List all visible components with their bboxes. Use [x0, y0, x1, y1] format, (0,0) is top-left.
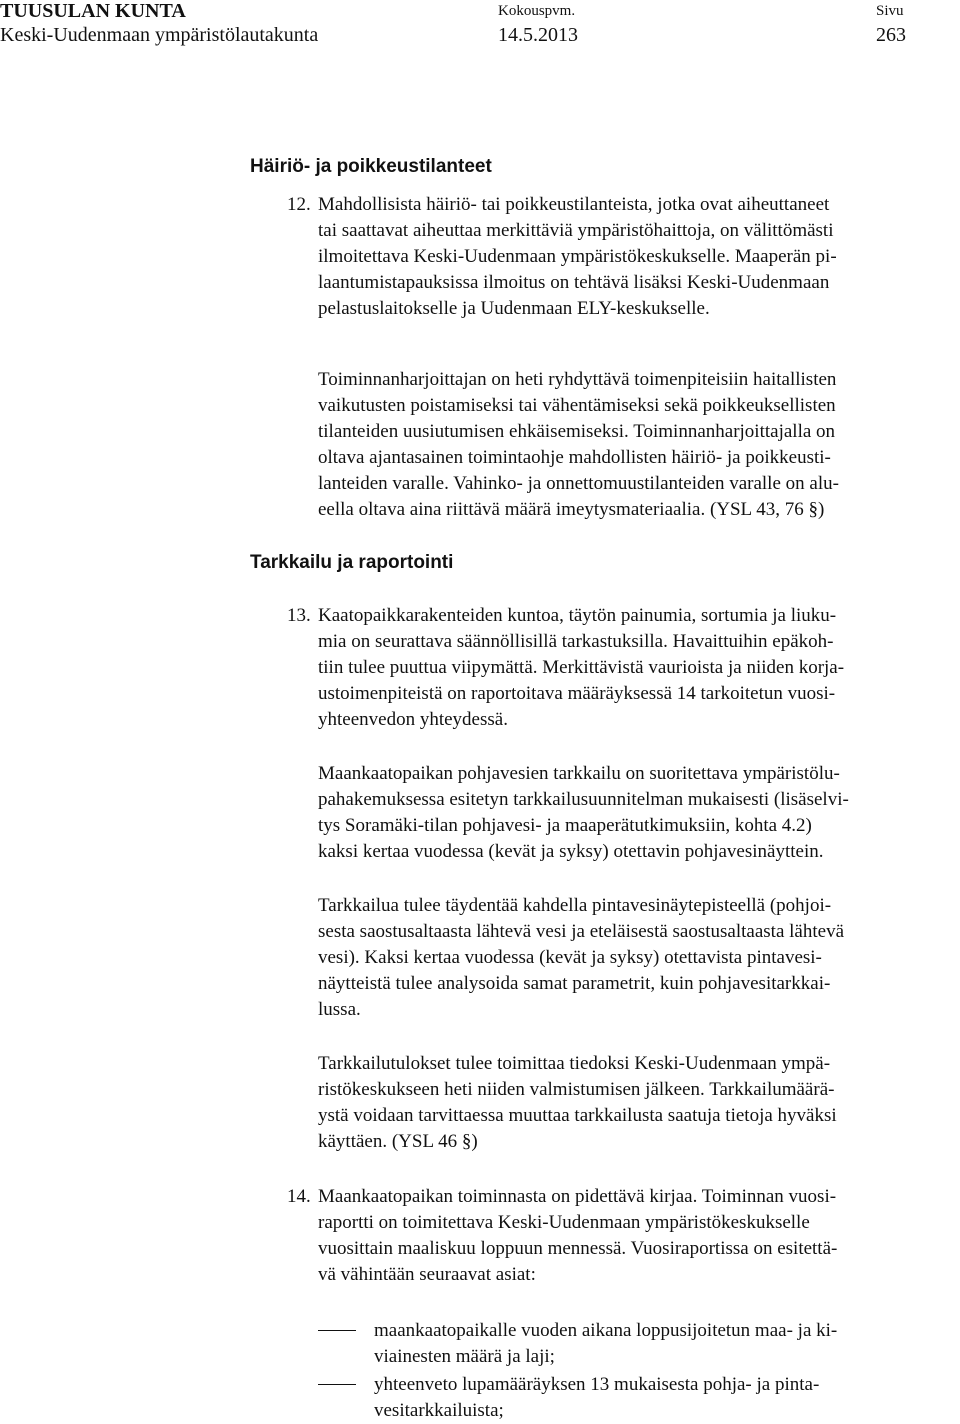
page-label: Sivu [876, 3, 904, 19]
text-line: vä vähintään seuraavat asiat: [318, 1264, 536, 1285]
dash-bullet-icon [318, 1330, 356, 1331]
text-line: vesi). Kaksi kertaa vuodessa (kevät ja syksy) otettavista pintavesi- [318, 947, 822, 968]
text-line: Toiminnanharjoittajan on heti ryhdyttävä toimenpiteisiin haitallisten [318, 369, 837, 390]
text-line: lanteiden varalle. Vahinko- ja onnettomuustilanteiden varalle on alu- [318, 473, 839, 494]
text-line: Maankaatopaikan toiminnasta on pidettävä kirjaa. Toiminnan vuosi- [318, 1186, 837, 1207]
text-line: laantumistapauksissa ilmoitus on tehtävä lisäksi Keski-Uudenmaan [318, 272, 830, 293]
meeting-date: 14.5.2013 [498, 24, 578, 46]
text-line: pahakemuksessa esitetyn tarkkailusuunnitelman mukaisesti (lisäselvi- [318, 789, 849, 810]
paragraph-12 [318, 192, 956, 322]
paragraph-13-groundwater [318, 761, 956, 865]
text-line: mia on seurattava säännöllisillä tarkastuksilla. Havaittuihin epäkoh- [318, 631, 834, 652]
text-line: Tarkkailua tulee täydentää kahdella pintavesinäytepisteellä (pohjoi- [318, 895, 832, 916]
text-line: raportti on toimitettava Keski-Uudenmaan ympäristökeskukselle [318, 1212, 810, 1233]
text-line: vaikutusten poistamiseksi tai vähentämiseksi sekä poikkeuksellisten [318, 395, 836, 416]
page-header [0, 0, 960, 60]
text-line: tiin tulee puuttua viipymättä. Merkittävistä vaurioista ja niiden korja- [318, 657, 845, 678]
text-line: lussa. [318, 999, 361, 1020]
organization-name: TUUSULAN KUNTA [0, 0, 186, 22]
item-number-13: 13. [287, 605, 311, 626]
text-line: ilmoitettava Keski-Uudenmaan ympäristökeskukselle. Maaperän pi- [318, 246, 837, 267]
text-line: käyttäen. (YSL 46 §) [318, 1131, 478, 1152]
item-number-12: 12. [287, 194, 311, 215]
text-line: yhteenvedon yhteydessä. [318, 709, 508, 730]
text-line: Mahdollisista häiriö- tai poikkeustilanteista, jotka ovat aiheuttaneet [318, 194, 830, 215]
text-line: ustoimenpiteistä on raportoitava määräyksessä 14 tarkoitetun vuosi- [318, 683, 836, 704]
paragraph-12-actions [318, 367, 956, 523]
text-line: tys Soramäki-tilan pohjavesi- ja maaperätutkimuksiin, kohta 4.2) [318, 815, 812, 836]
text-line: sesta saostusaltaasta lähtevä vesi ja eteläisestä saostusaltaasta lähtevä [318, 921, 844, 942]
text-line: vuosittain maaliskuu loppuun mennessä. Vuosiraportissa on esitettä- [318, 1238, 838, 1259]
text-line: tilanteiden uusiutumisen ehkäisemiseksi. Toiminnanharjoittajalla on [318, 421, 836, 442]
text-line: yhteenveto lupamääräyksen 13 mukaisesta pohja- ja pinta- [374, 1374, 820, 1395]
text-line: eella oltava aina riittävä määrä imeytysmateriaalia. (YSL 43, 76 §) [318, 499, 825, 520]
text-line: kaksi kertaa vuodessa (kevät ja syksy) otettavin pohjavesinäyttein. [318, 841, 824, 862]
dash-bullet-icon [318, 1384, 356, 1385]
committee-name: Keski-Uudenmaan ympäristölautakunta [0, 24, 319, 46]
text-line: ristökeskukseen heti niiden valmistumisen jälkeen. Tarkkailumäärä- [318, 1079, 835, 1100]
text-line: Tarkkailutulokset tulee toimittaa tiedoksi Keski-Uudenmaan ympä- [318, 1053, 831, 1074]
text-line: oltava ajantasainen toimintaohje mahdollisten häiriö- ja poikkeusti- [318, 447, 831, 468]
section-heading-monitoring: Tarkkailu ja raportointi [250, 552, 454, 573]
section-heading-disruptions: Häiriö- ja poikkeustilanteet [250, 156, 492, 177]
text-line: Kaatopaikkarakenteiden kuntoa, täytön painumia, sortumia ja liuku- [318, 605, 837, 626]
text-line: pelastuslaitokselle ja Uudenmaan ELY-keskukselle. [318, 298, 710, 319]
text-line: Maankaatopaikan pohjavesien tarkkailu on suoritettava ympäristölu- [318, 763, 840, 784]
paragraph-13-results [318, 1051, 956, 1155]
text-line: maankaatopaikalle vuoden aikana loppusijoitetun maa- ja ki- [374, 1320, 838, 1341]
text-line: ystä voidaan tarvittaessa muuttaa tarkkailusta saatuja tietoja hyväksi [318, 1105, 837, 1126]
meeting-date-label: Kokouspvm. [498, 3, 576, 19]
text-line: tai saattavat aiheuttaa merkittäviä ympäristöhaittoja, on välittömästi [318, 220, 834, 241]
text-line: vesitarkkailuista; [374, 1400, 504, 1421]
item-number-14: 14. [287, 1186, 311, 1207]
paragraph-13-surface-water [318, 893, 956, 1023]
text-line: viainesten määrä ja laji; [374, 1346, 555, 1367]
paragraph-14 [318, 1184, 956, 1288]
paragraph-13 [318, 603, 956, 733]
text-line: näytteistä tulee analysoida samat parametrit, kuin pohjavesitarkkai- [318, 973, 831, 994]
page-number: 263 [876, 24, 906, 46]
